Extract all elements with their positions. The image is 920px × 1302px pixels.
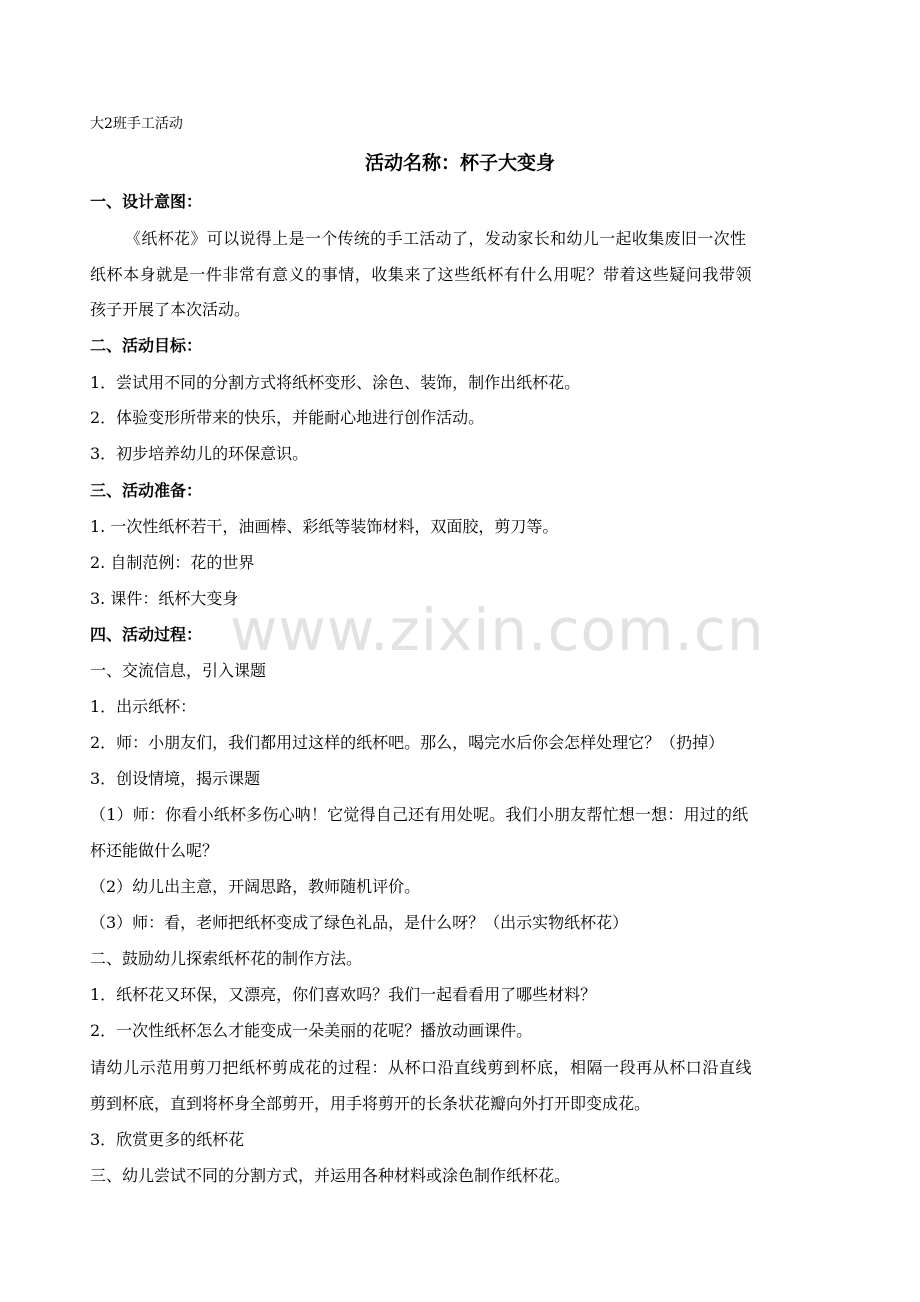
paragraph-line: 剪到杯底，直到将杯身全部剪开，用手将剪开的长条状花瓣向外打开即变成花。 (90, 1094, 651, 1113)
list-item: 1．纸杯花又环保，又漂亮，你们喜欢吗？我们一起看看用了哪些材料？ (90, 985, 597, 1004)
list-item: （3）师：看，老师把纸杯变成了绿色礼品，是什么呀？（出示实物纸杯花） (90, 913, 629, 932)
paragraph-line: 请幼儿示范用剪刀把纸杯剪成花的过程：从杯口沿直线剪到杯底，相隔一段再从杯口沿直线 (90, 1058, 753, 1077)
list-item: （1）师：你看小纸杯多伤心呐！它觉得自己还有用处呢。我们小朋友帮忙想一想：用过的纸 (90, 805, 749, 824)
list-item: （2）幼儿出主意，开阔思路，教师随机评价。 (90, 877, 421, 896)
header-label: 大2班手工活动 (90, 116, 183, 132)
list-item: 2．师：小朋友们，我们都用过这样的纸杯吧。那么，喝完水后你会怎样处理它？（扔掉） (90, 733, 725, 752)
subsection-heading: 二、鼓励幼儿探索纸杯花的制作方法。 (90, 949, 363, 968)
list-item: 2．一次性纸杯怎么才能变成一朵美丽的花呢？播放动画课件。 (90, 1021, 533, 1040)
subsection-heading: 三、幼儿尝试不同的分割方式，并运用各种材料或涂色制作纸杯花。 (90, 1166, 571, 1185)
list-item: 3．创设情境，揭示课题 (90, 769, 261, 788)
section-heading-process: 四、活动过程： (90, 625, 203, 644)
paragraph-line: 杯还能做什么呢？ (90, 841, 219, 860)
list-item: 3. 课件：纸杯大变身 (90, 589, 239, 608)
section-heading-preparation: 三、活动准备： (90, 481, 203, 500)
list-item: 3．初步培养幼儿的环保意识。 (90, 444, 309, 463)
subsection-heading: 一、交流信息，引入课题 (90, 661, 267, 680)
section-heading-design: 一、设计意图： (90, 192, 203, 211)
list-item: 2. 自制范例：花的世界 (90, 553, 255, 572)
paragraph-line: 《纸杯花》可以说得上是一个传统的手工活动了，发动家长和幼儿一起收集废旧一次性 (125, 229, 747, 248)
list-item: 3．欣赏更多的纸杯花 (90, 1130, 245, 1149)
list-item: 1. 一次性纸杯若干，油画棒、彩纸等装饰材料，双面胶，剪刀等。 (90, 517, 559, 536)
list-item: 1．出示纸杯： (90, 697, 197, 716)
watermark: www.zixin.com.cn (230, 596, 765, 664)
paragraph-line: 孩子开展了本次活动。 (90, 300, 251, 319)
section-heading-goals: 二、活动目标： (90, 336, 203, 355)
list-item: 2．体验变形所带来的快乐，并能耐心地进行创作活动。 (90, 408, 485, 427)
paragraph-line: 纸杯本身就是一件非常有意义的事情，收集来了这些纸杯有什么用呢？带着这些疑问我带领 (90, 265, 753, 284)
list-item: 1．尝试用不同的分割方式将纸杯变形、涂色、装饰，制作出纸杯花。 (90, 373, 581, 392)
page-title: 活动名称：杯子大变身 (364, 152, 555, 174)
